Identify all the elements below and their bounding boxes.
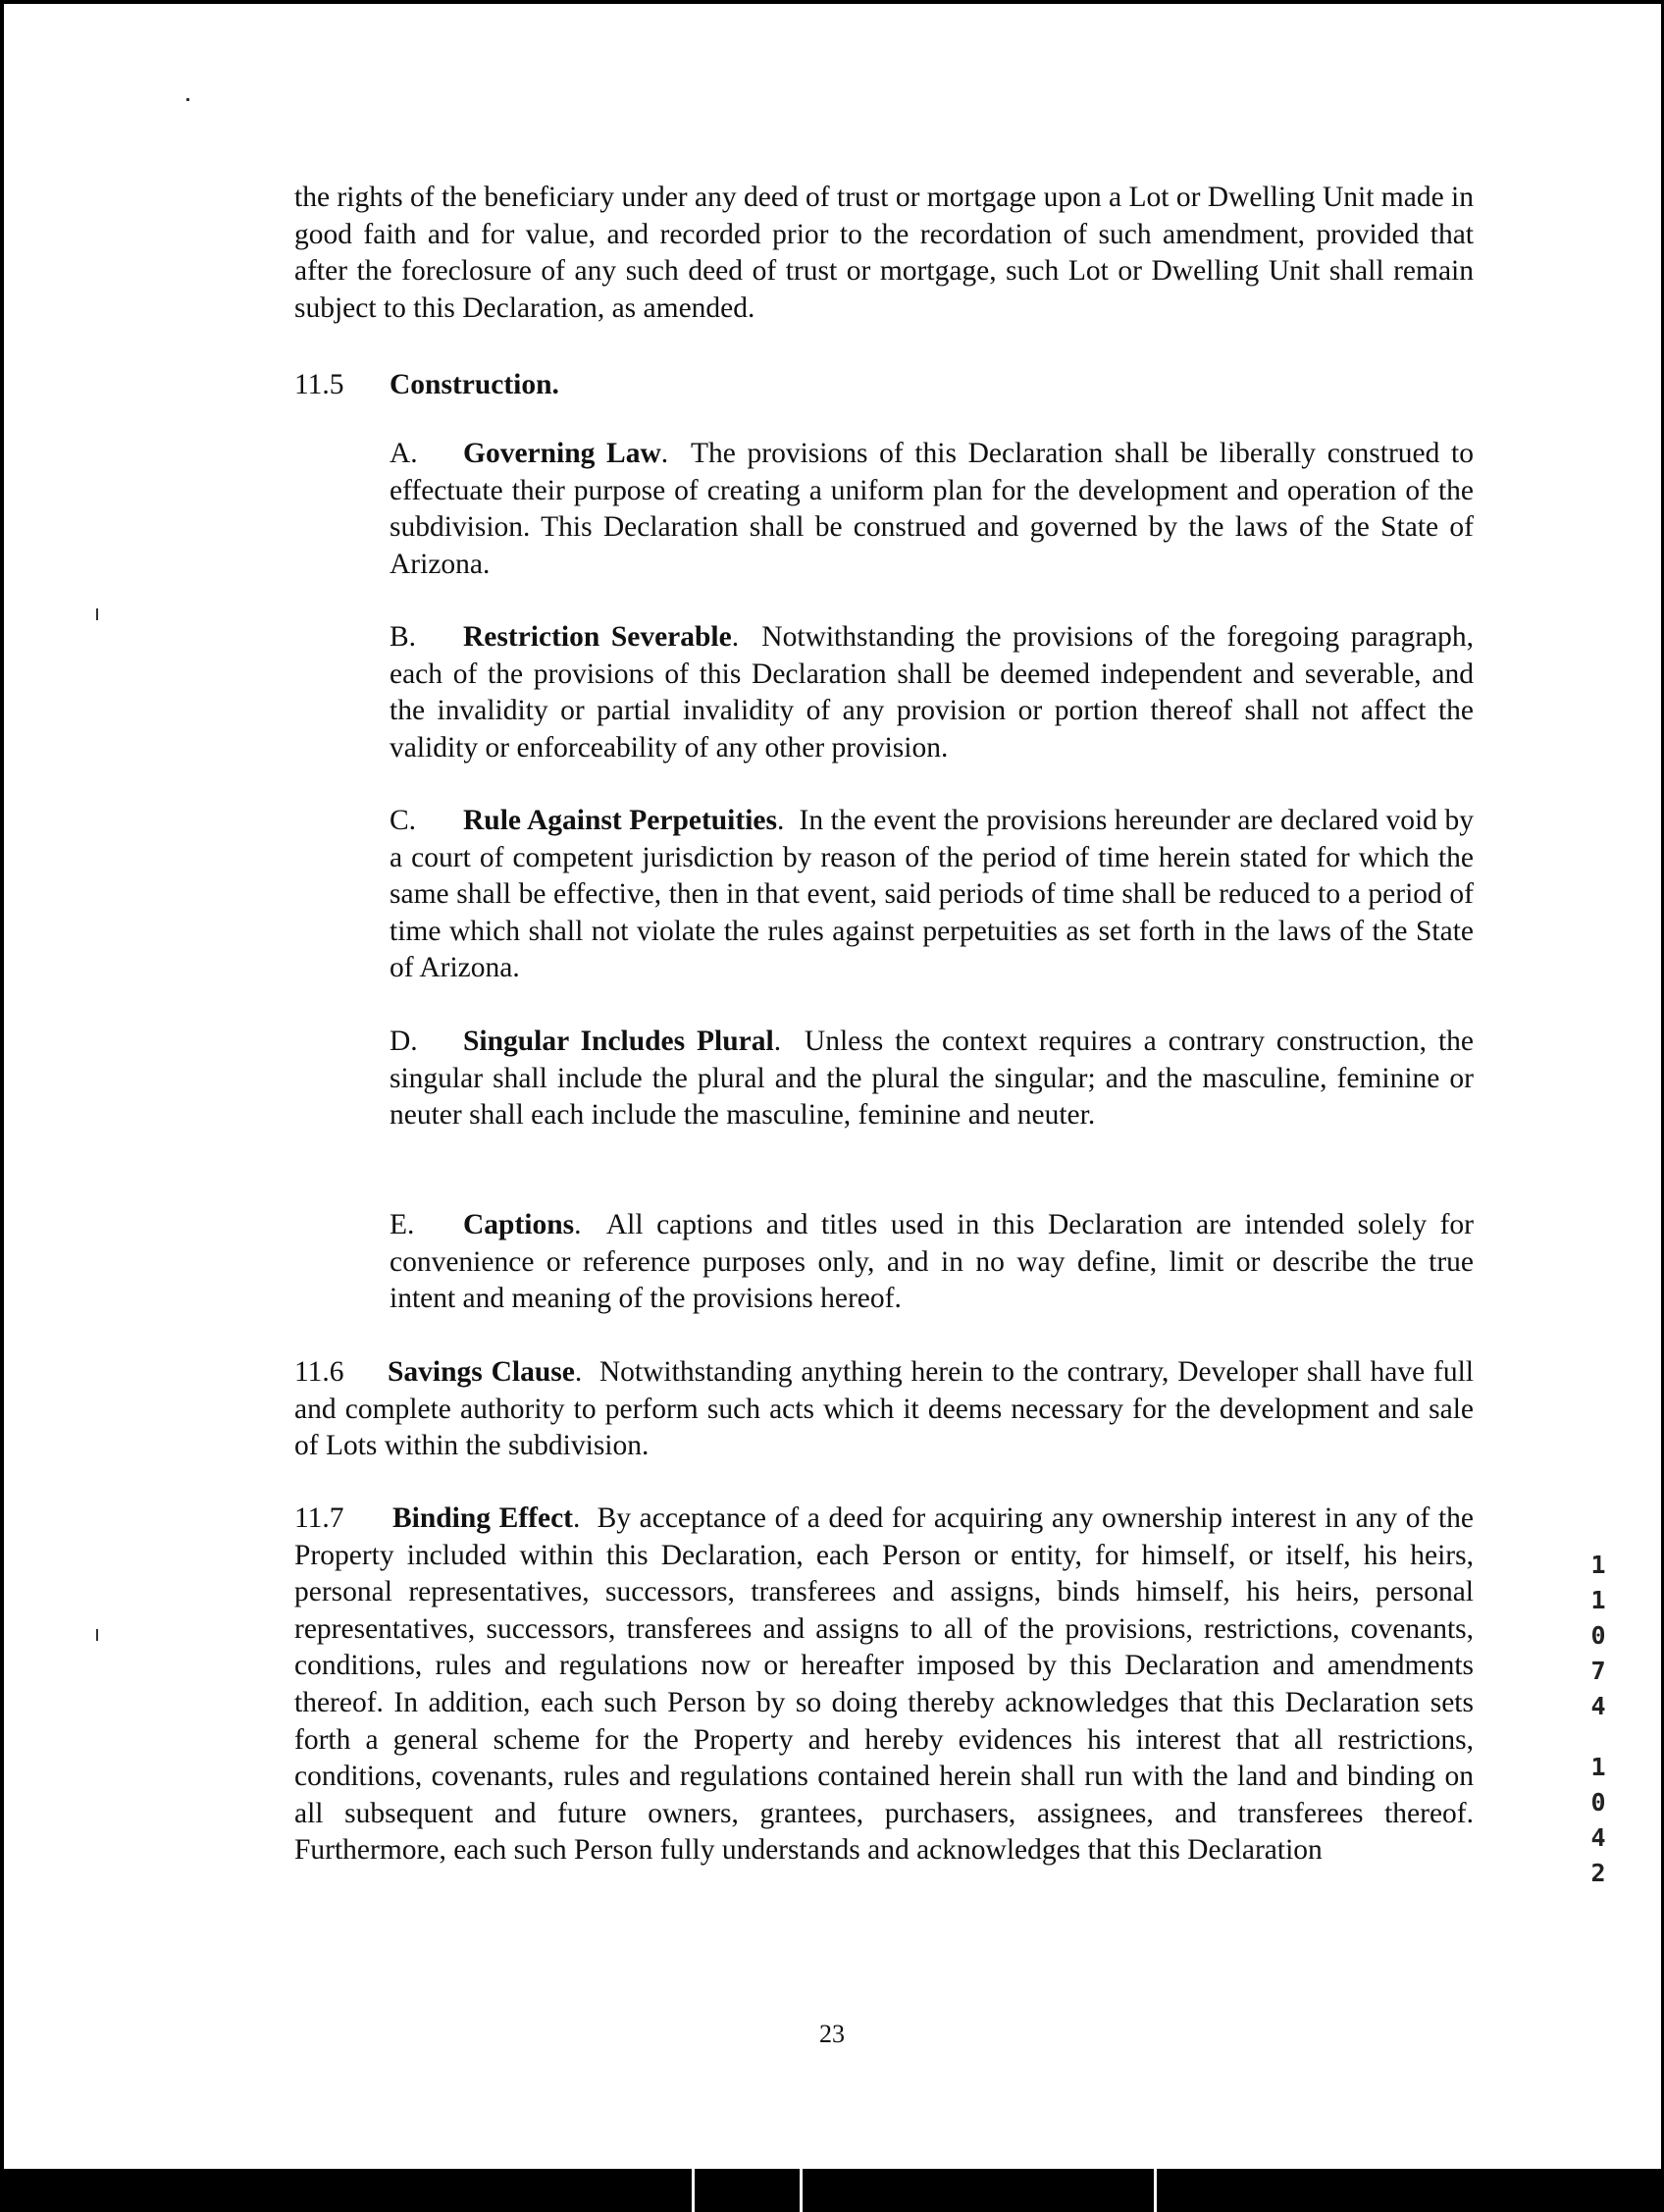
subsection-letter: C.: [390, 805, 417, 836]
section-text: Notwithstanding anything herein to the contrary, Developer shall have full and complete authority to perform such acts which it deems necessary for the development and sale of Lots within the subdivision.: [294, 1356, 1474, 1462]
section-number: 11.7: [294, 1502, 344, 1534]
subsection-text: In the event the provisions hereunder are declared void by a court of competent jurisdiction by reason of the period of time herein stated for which the same shall be effective, then in that event, said periods of time shall be reduced to a period of time which shall not violate the rules against perpetuities as set forth in the laws of the State of Arizona.: [390, 805, 1475, 984]
subsection-title: Captions: [463, 1209, 575, 1240]
subsection-title: Singular Includes Plural: [463, 1026, 774, 1057]
section-11-5-heading: [294, 367, 559, 404]
subsection-letter: E.: [390, 1209, 415, 1240]
subsection-title: Governing Law: [463, 438, 661, 469]
subsection-title: Rule Against Perpetuities: [463, 805, 777, 836]
subsection-letter: A.: [390, 438, 418, 469]
subsection-c: C. Rule Against Perpetuities. In the event the provisions hereunder are declared void by a court of competent jurisdiction by reason of the period of time herein stated for which the same shall be effective, then in that event, said periods of time shall be reduced to a period of time which shall not violate the rules against perpetuities as set forth in the laws of the State of Arizona.: [390, 805, 1475, 984]
subsection-a: A. Governing Law. The provisions of this Declaration shall be liberally construed to effectuate their purpose of creating a uniform plan for the development and operation of the subdivision. This Declaration shall be construed and governed by the laws of the State of Arizona.: [390, 438, 1474, 580]
subsection-letter: B.: [390, 621, 417, 653]
section-number: 11.5: [294, 369, 344, 400]
subsection-d: D. Singular Includes Plural. Unless the context requires a contrary construction, the singular shall include the plural and the plural the singular; and the masculine, feminine or neuter shall each include the masculine, feminine and neuter.: [390, 1026, 1474, 1132]
section-11-7: 11.7 Binding Effect. By acceptance of a deed for acquiring any ownership interest in any of the Property included within this Declaration, each Person or entity, for himself, or itself, his heirs, personal representatives, successors, transferees and assigns, binds himself, his heirs, personal representatives, successors, transferees and assigns to all of the provisions, restrictions, covenants, conditions, rules and regulations now or hereafter imposed by this Declaration and amendments thereof. In addition, each such Person by so doing thereby acknowledges that this Declaration sets forth a general scheme for the Property and hereby evidences his interest that all restrictions, conditions, covenants, rules and regulations contained herein shall run with the land and binding on all subsequent and future owners, grantees, purchasers, assignees, and transferees thereof. Furthermore, each such Person fully understands and acknowledges that this Declaration: [294, 1502, 1475, 1867]
section-number: 11.6: [294, 1356, 344, 1388]
subsection-title: Restriction Severable: [463, 621, 732, 653]
subsection-letter: D.: [390, 1026, 418, 1057]
subsection-e: E. Captions. All captions and titles used in this Declaration are intended solely for convenience or reference purposes only, and in no way define, limit or describe the true intent and meaning of the provisions hereof.: [390, 1209, 1474, 1315]
section-text: By acceptance of a deed for acquiring any ownership interest in any of the Property included within this Declaration, each Person or entity, for himself, or itself, his heirs, personal representatives, successors, transferees and assigns, binds himself, his heirs, personal representatives, successors, transferees and assigns to all of the provisions, restrictions, covenants, conditions, rules and regulations now or hereafter imposed by this Declaration and amendments thereof. In addition, each such Person by so doing thereby acknowledges that this Declaration sets forth a general scheme for the Property and hereby evidences his interest that all restrictions, conditions, covenants, rules and regulations contained herein shall run with the land and binding on all subsequent and future owners, grantees, purchasers, assignees, and transferees thereof. Furthermore, each such Person fully understands and acknowledges that this Declaration: [294, 1502, 1475, 1867]
page-number: 23: [819, 2020, 845, 2048]
subsection-text: Unless the context requires a contrary construction, the singular shall include the plural and the plural the singular; and the masculine, feminine or neuter shall each include the masculine, feminine and neuter.: [390, 1026, 1474, 1132]
subsection-text: The provisions of this Declaration shall be liberally construed to effectuate their purpose of creating a uniform plan for the development and operation of the subdivision. This Declaration shall be construed and governed by the laws of the State of Arizona.: [390, 438, 1474, 580]
section-title: Binding Effect: [392, 1502, 573, 1534]
section-title: Construction.: [390, 369, 559, 400]
subsection-text: Notwithstanding the provisions of the foregoing paragraph, each of the provisions of this Declaration shall be deemed independent and severable, and the invalidity or partial invalidity of any provision or portion thereof shall not affect the validity or enforceability of any other provision.: [390, 621, 1475, 764]
intro-paragraph: the rights of the beneficiary under any deed of trust or mortgage upon a Lot or Dwelling Unit made in good faith and for value, and recorded prior to the recordation of such amendment, provided that after the foreclosure of any such deed of trust or mortgage, such Lot or Dwelling Unit shall remain subject to this Declaration, as amended.: [294, 182, 1474, 324]
subsection-text: All captions and titles used in this Declaration are intended solely for convenience or reference purposes only, and in no way define, limit or describe the true intent and meaning of the provisions hereof.: [390, 1209, 1474, 1315]
recording-stamp: 1 1 0 7 4 1 0 4 2: [1590, 1551, 1606, 1887]
section-11-6: 11.6 Savings Clause. Notwithstanding anything herein to the contrary, Developer shall have full and complete authority to perform such acts which it deems necessary for the development and sale of Lots within the subdivision.: [294, 1356, 1474, 1462]
subsection-b: B. Restriction Severable. Notwithstanding the provisions of the foregoing paragraph, each of the provisions of this Declaration shall be deemed independent and severable, and the invalidity or partial invalidity of any provision or portion thereof shall not affect the validity or enforceability of any other provision.: [390, 621, 1475, 764]
section-title: Savings Clause: [388, 1356, 575, 1388]
